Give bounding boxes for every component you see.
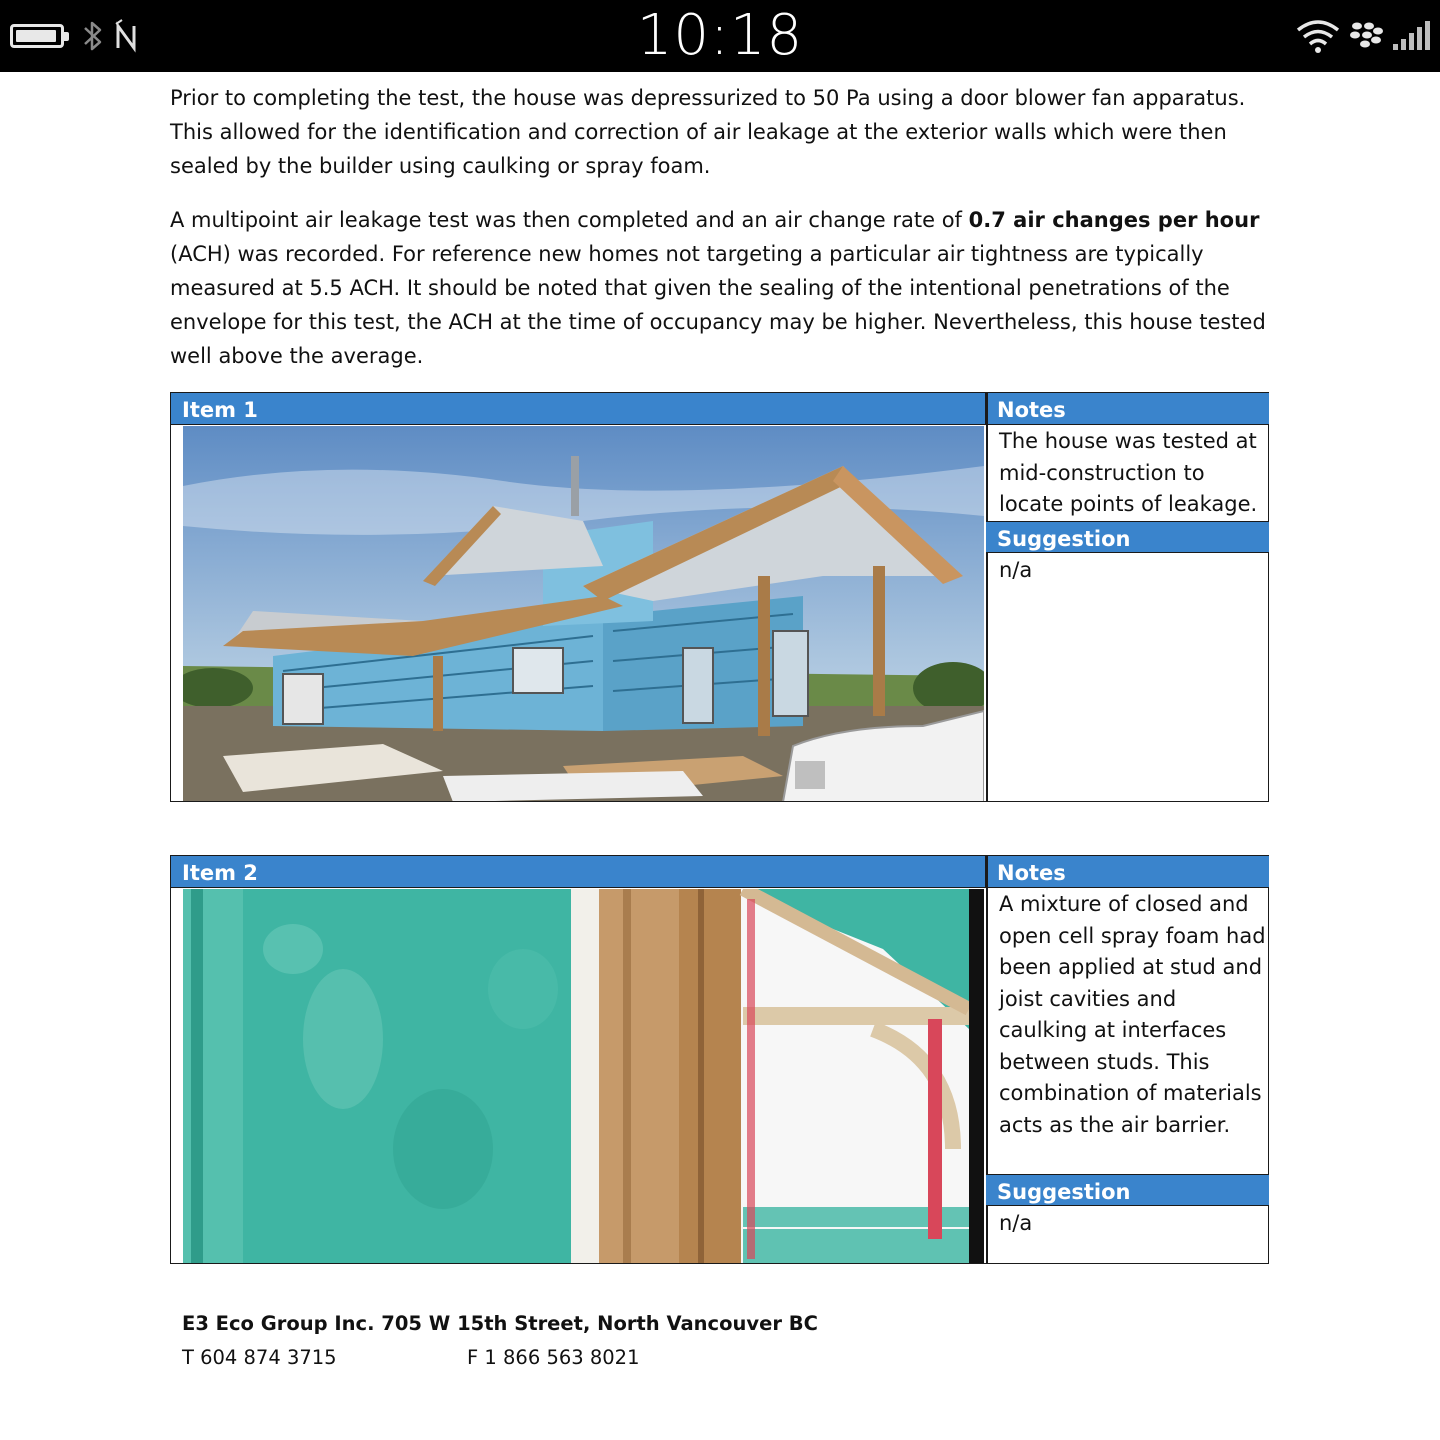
paragraph-air-leakage [170, 203, 1280, 373]
paragraph-2-end: (ACH) was recorded. For reference new homes not targeting a particular air tightness are typically measured at 5.5 ACH. It should be noted that given the sealing of the intentional penetrations of the envelope for this test, the ACH at the time of occupancy may be higher. Nevertheless, this house tested well above the average. [170, 242, 1266, 368]
spray-foam-photo [183, 889, 984, 1263]
suggestion-header: Suggestion [986, 1174, 1269, 1206]
company-address: E3 Eco Group Inc. 705 W 15th Street, North Vancouver BC [182, 1312, 818, 1335]
notes-text: A mixture of closed and open cell spray foam had been applied at stud and joist cavities and caulking at interfaces between studs. This combination of materials acts as the air barrier. [999, 892, 1266, 1137]
item-header: Item 2 [171, 856, 986, 888]
status-bar [0, 0, 1440, 72]
house-photo [183, 426, 984, 801]
fax-number: F 1 866 563 8021 [467, 1346, 640, 1369]
suggestion-text: n/a [999, 558, 1033, 582]
notes-text: The house was tested at mid-construction to locate points of leakage. [999, 429, 1258, 516]
suggestion-text: n/a [999, 1211, 1033, 1235]
paragraph-depressurization: Prior to completing the test, the house was depressurized to 50 Pa using a door blower fan apparatus. This allowed for the identification and correction of air leakage at the exterior walls which were then sealed by the builder using caulking or spray foam. [170, 86, 1246, 178]
clock: 10:18 [636, 3, 804, 68]
ach-value-bold: 0.7 air changes per hour [968, 208, 1260, 232]
wifi-icon [1296, 18, 1340, 54]
item-table [170, 855, 1269, 1264]
paragraph-2-start: A multipoint air leakage test was then completed and an air change rate of [170, 208, 969, 232]
item-table [170, 392, 1269, 802]
notes-header: Notes [986, 856, 1269, 888]
suggestion-header: Suggestion [986, 521, 1269, 553]
blackberry-icon [1350, 22, 1384, 50]
telephone-number: T 604 874 3715 [182, 1346, 337, 1369]
signal-icon [1392, 20, 1432, 52]
notes-header: Notes [986, 393, 1269, 425]
item-header: Item 1 [171, 393, 986, 425]
